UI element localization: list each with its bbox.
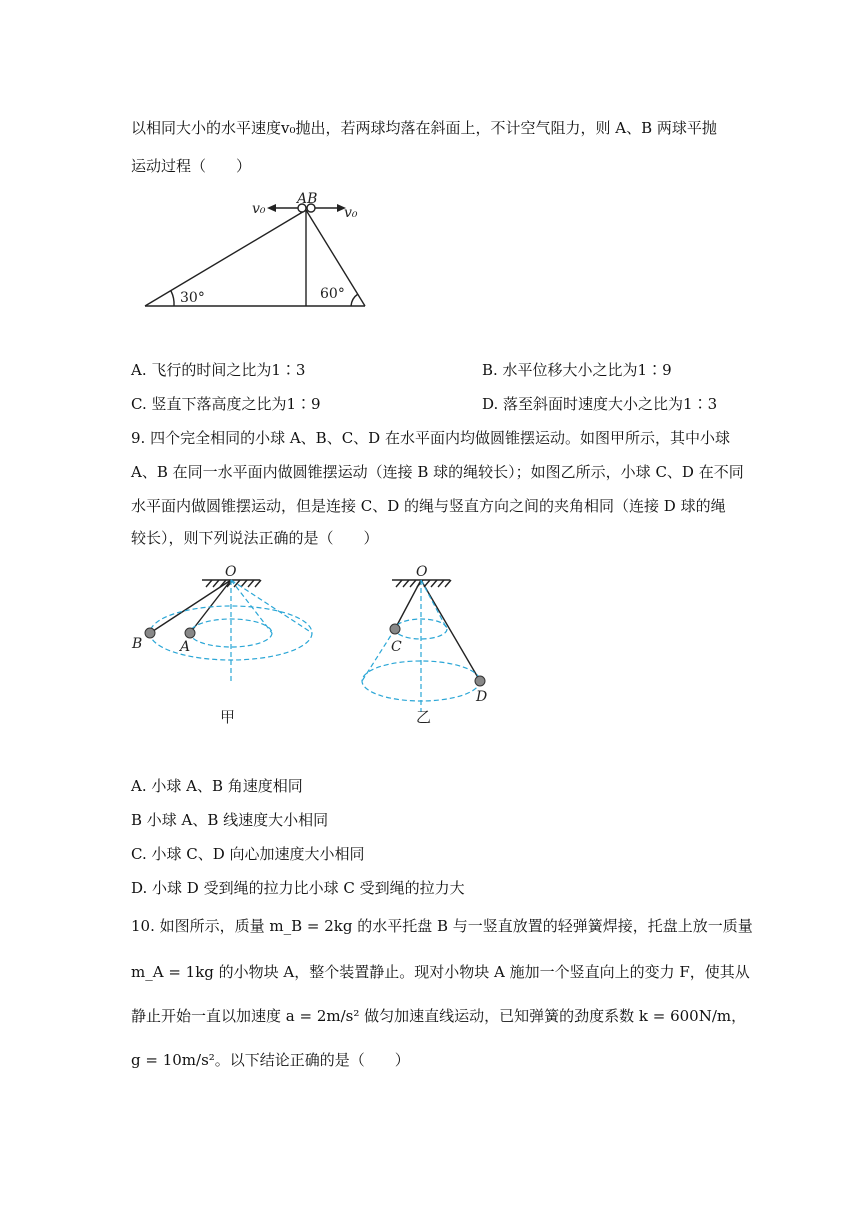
fig2-caption-yi: 乙 [416, 708, 432, 726]
fig1-angle-30: 30° [180, 290, 205, 306]
q10-text-line1: 10. 如图所示，质量 m_B = 2kg 的水平托盘 B 与一竖直放置的轻弹簧焊接，托盘上放一质量 [131, 917, 753, 935]
fig2-label-o-right: O [416, 564, 428, 580]
q9-text-line2: A、B 在同一水平面内做圆锥摆运动（连接 B 球的绳较长）；如图乙所示，小球 C、D 在不同 [131, 463, 744, 481]
fig2-label-a: A [180, 639, 191, 655]
q8-option-a[interactable]: A. 飞行的时间之比为1∶3 [131, 361, 306, 379]
fig2-label-o-left: O [225, 564, 237, 580]
fig2-label-c: C [391, 639, 402, 655]
fig1-angle-60: 60° [320, 286, 345, 302]
q9-option-b[interactable]: B 小球 A、B 线速度大小相同 [131, 811, 329, 829]
q10-text-line4: g = 10m/s²。以下结论正确的是（ ） [131, 1051, 410, 1069]
conical-pendulum-figure [128, 562, 508, 732]
fig2-label-d: D [476, 689, 488, 705]
q9-text-line4: 较长），则下列说法正确的是（ ） [131, 529, 379, 547]
q9-option-a[interactable]: A. 小球 A、B 角速度相同 [131, 777, 303, 795]
q10-text-line3: 静止开始一直以加速度 a = 2m/s² 做匀加速直线运动，已知弹簧的劲度系数 k = 600N/m， [131, 1007, 747, 1025]
q10-text-line2: m_A = 1kg 的小物块 A，整个装置静止。现对小物块 A 施加一个竖直向上的变力 F，使其从 [131, 963, 750, 981]
q8-option-b[interactable]: B. 水平位移大小之比为1∶9 [482, 361, 672, 379]
fig1-label-v0-right: v₀ [344, 205, 358, 221]
q9-text-line3: 水平面内做圆锥摆运动，但是连接 C、D 的绳与竖直方向之间的夹角相同（连接 D 球的绳 [131, 497, 726, 515]
fig2-label-b: B [132, 636, 143, 652]
q8-option-c[interactable]: C. 竖直下落高度之比为1∶9 [131, 395, 321, 413]
q9-option-d[interactable]: D. 小球 D 受到绳的拉力比小球 C 受到绳的拉力大 [131, 879, 465, 897]
q8-text-line2: 运动过程（ ） [131, 157, 252, 175]
incline-figure [130, 186, 390, 316]
q8-text-line1: 以相同大小的水平速度v₀抛出，若两球均落在斜面上，不计空气阻力，则 A、B 两球平抛 [131, 119, 717, 137]
fig1-label-v0-left: v₀ [252, 201, 266, 217]
fig1-label-ab: AB [297, 191, 318, 207]
q9-option-c[interactable]: C. 小球 C、D 向心加速度大小相同 [131, 845, 365, 863]
fig2-caption-jia: 甲 [220, 708, 236, 726]
q9-text-line1: 9. 四个完全相同的小球 A、B、C、D 在水平面内均做圆锥摆运动。如图甲所示，其中小球 [131, 429, 730, 447]
q8-option-d[interactable]: D. 落至斜面时速度大小之比为1∶3 [482, 395, 718, 413]
